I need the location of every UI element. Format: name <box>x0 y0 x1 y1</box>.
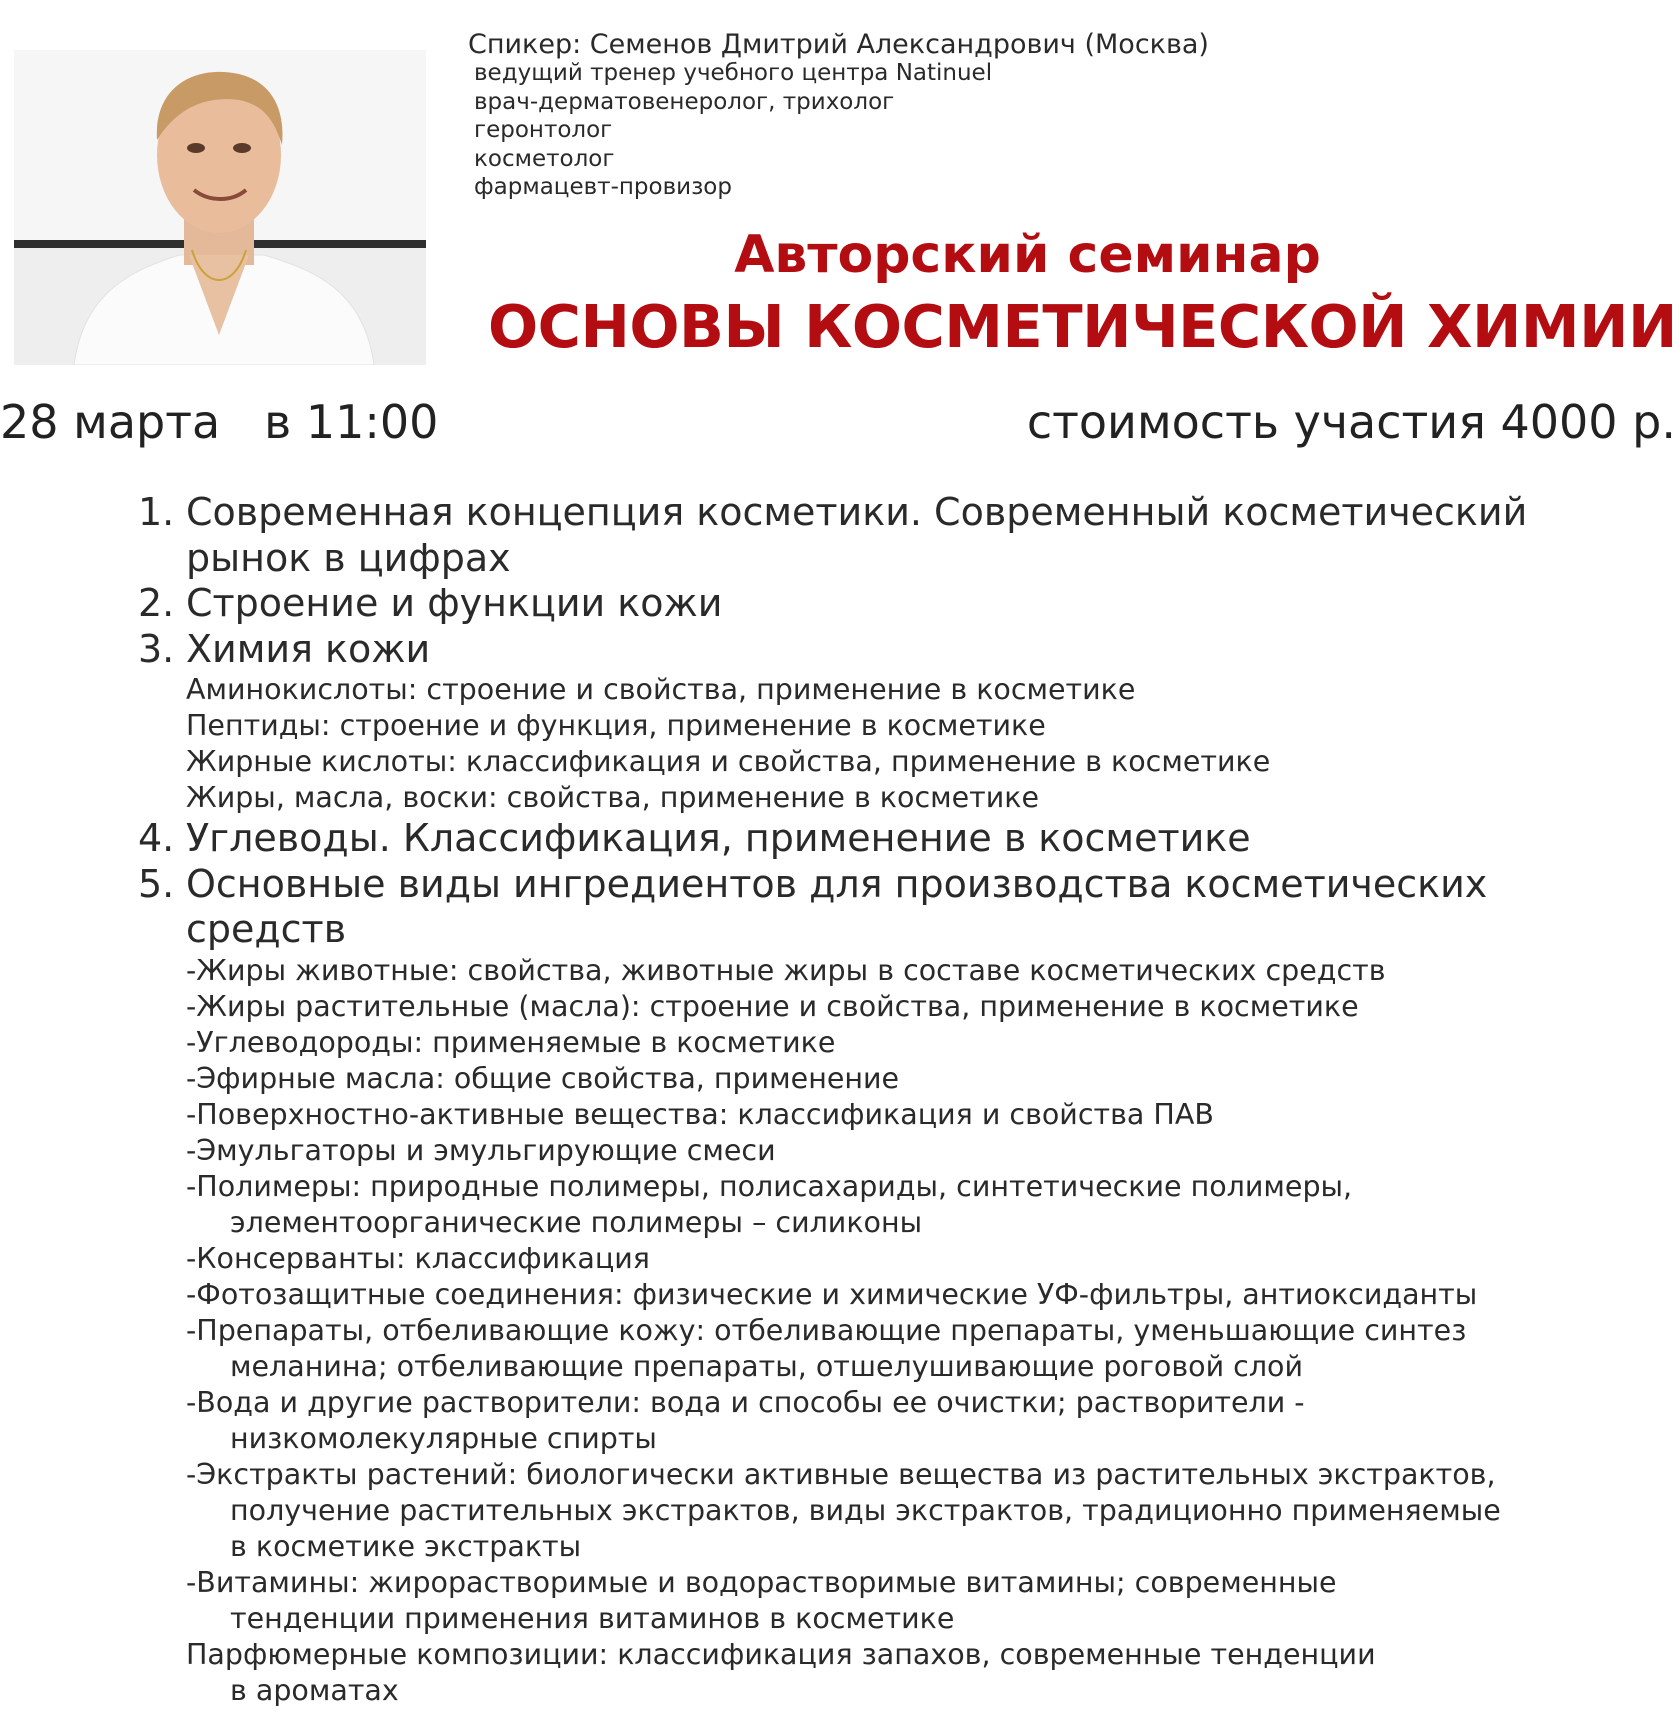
outline-subitem <box>138 1169 1668 1241</box>
speaker-photo <box>14 50 426 365</box>
outline-section-4 <box>138 816 1668 862</box>
section-number: 5. <box>138 861 175 906</box>
section-title-continued: средств <box>186 907 347 951</box>
speaker-role: геронтолог <box>474 117 613 143</box>
outline-subitem: -Углеводороды: применяемые в косметике <box>186 1025 836 1059</box>
section-title: Химия кожи <box>186 626 431 671</box>
seminar-title: ОСНОВЫ КОСМЕТИЧЕСКОЙ ХИМИИ <box>488 292 1677 361</box>
section-number: 4. <box>138 816 175 860</box>
speaker-role: косметолог <box>474 145 615 172</box>
outline-subitem: -Эфирные масла: общие свойства, применение <box>186 1061 900 1095</box>
outline-subitem: Пептиды: строение и функция, применение в косметике <box>186 709 1046 742</box>
outline-subitem <box>138 1457 1668 1565</box>
speaker-roles <box>468 59 1209 202</box>
outline-section-1 <box>138 490 1668 581</box>
outline-section-2 <box>138 581 1668 627</box>
speaker-role: врач-дерматовенеролог, трихолог <box>474 88 895 115</box>
subitem-line-continued: элементоорганические полимеры – силиконы <box>230 1205 923 1239</box>
outline-subitem: Жиры, масла, воски: свойства, применение в косметике <box>186 781 1040 814</box>
section-title-continued: рынок в цифрах <box>186 535 511 580</box>
speaker-role: ведущий тренер учебного центра Natinuel <box>474 60 993 86</box>
outline-subitem: -Жиры животные: свойства, животные жиры в составе косметических средств <box>186 953 1386 987</box>
subitem-line-continued: низкомолекулярные спирты <box>230 1421 657 1455</box>
seminar-outline <box>138 490 1668 1709</box>
event-date-day: 28 марта <box>0 395 221 449</box>
subitem-line-continued: в ароматах <box>230 1673 399 1707</box>
outline-subitem <box>138 1313 1668 1385</box>
section-number: 3. <box>138 626 175 671</box>
subitem-line-continued: тенденции применения витаминов в косметике <box>230 1601 955 1635</box>
section-number: 2. <box>138 581 175 625</box>
subitem-line-continued: получение растительных экстрактов, виды экстрактов, традиционно применяемые <box>230 1493 1501 1527</box>
outline-subitem: Аминокислоты: строение и свойства, применение в косметике <box>186 673 1136 706</box>
outline-subitem <box>138 1385 1668 1457</box>
subitem-line-continued: меланина; отбеливающие препараты, отшелушивающие роговой слой <box>230 1349 1304 1383</box>
section-title: Строение и функции кожи <box>186 581 723 625</box>
event-date <box>0 395 438 449</box>
event-price: стоимость участия 4000 р. <box>1026 395 1676 449</box>
speaker-name: Спикер: Семенов Дмитрий Александрович (Москва) <box>468 29 1209 60</box>
outline-subitem: -Консерванты: классификация <box>186 1241 650 1275</box>
outline-subitem: -Эмульгаторы и эмульгирующие смеси <box>186 1133 776 1167</box>
subitem-line: -Вода и другие растворители: вода и способы ее очистки; растворители - <box>186 1385 1305 1419</box>
seminar-kind: Авторский семинар <box>734 225 1321 285</box>
outline-subitem: -Жиры растительные (масла): строение и свойства, применение в косметике <box>186 989 1359 1023</box>
outline-section-5 <box>138 862 1668 953</box>
section-title: Основные виды ингредиентов для производства косметических <box>186 861 1488 906</box>
outline-subitem: -Поверхностно-активные вещества: классификация и свойства ПАВ <box>186 1097 1214 1131</box>
subitem-line: -Витамины: жирорастворимые и водорастворимые витамины; современные <box>186 1565 1337 1599</box>
speaker-role: фармацевт-провизор <box>474 174 732 200</box>
subitem-line: -Препараты, отбеливающие кожу: отбеливающие препараты, уменьшающие синтез <box>186 1313 1467 1347</box>
outline-section-3 <box>138 627 1668 673</box>
event-time: в 11:00 <box>264 395 439 449</box>
outline-subitem <box>138 1637 1668 1709</box>
outline-subitem: Жирные кислоты: классификация и свойства, применение в косметике <box>186 745 1271 778</box>
speaker-info <box>468 30 1209 202</box>
outline-subitem <box>138 1565 1668 1637</box>
section-title: Современная концепция косметики. Современный косметический <box>186 490 1528 534</box>
section-title: Углеводы. Классификация, применение в косметике <box>186 816 1251 860</box>
section-number: 1. <box>138 490 175 534</box>
subitem-line-continued: в косметике экстракты <box>230 1529 582 1563</box>
outline-subitem: -Фотозащитные соединения: физические и химические УФ-фильтры, антиоксиданты <box>186 1277 1478 1311</box>
subitem-line: -Полимеры: природные полимеры, полисахариды, синтетические полимеры, <box>186 1169 1353 1203</box>
subitem-line: Парфюмерные композиции: классификация запахов, современные тенденции <box>186 1637 1376 1671</box>
subitem-line: -Экстракты растений: биологически активные вещества из растительных экстрактов, <box>186 1457 1496 1491</box>
